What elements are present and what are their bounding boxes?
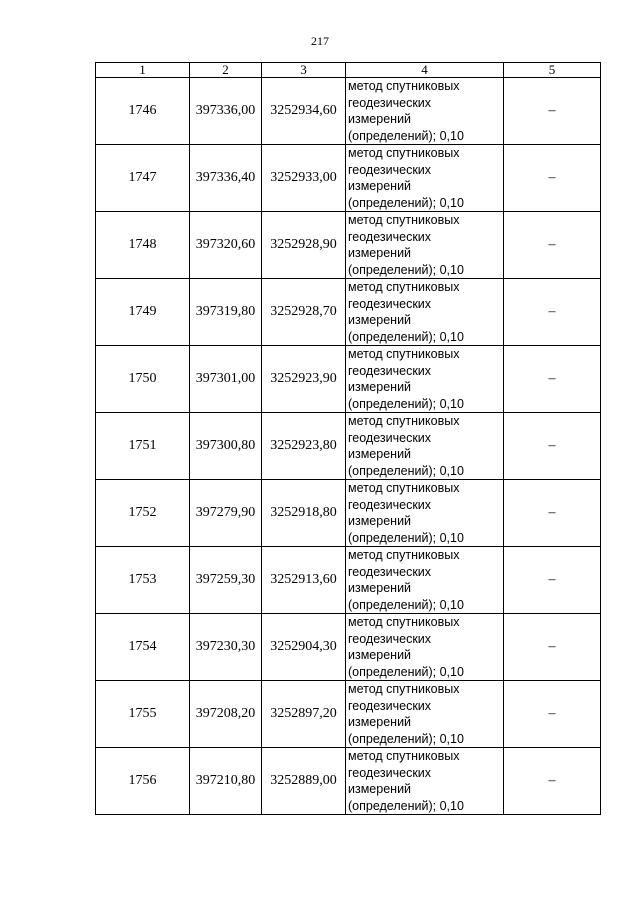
y-coordinate-cell: 3252889,00 (262, 748, 346, 815)
x-coordinate-cell: 397259,30 (190, 547, 262, 614)
x-coordinate-cell: 397301,00 (190, 346, 262, 413)
table-row (96, 748, 601, 815)
method-cell: метод спутниковых геодезических измерений (определений); 0,10 (346, 346, 504, 413)
method-cell: метод спутниковых геодезических измерений (определений); 0,10 (346, 681, 504, 748)
table-row (96, 413, 601, 480)
x-coordinate-cell: 397230,30 (190, 614, 262, 681)
x-coordinate-cell: 397336,00 (190, 78, 262, 145)
point-cell: 1752 (96, 480, 190, 547)
point-cell: 1751 (96, 413, 190, 480)
column-header-3: 3 (262, 63, 346, 78)
x-coordinate-cell: 397319,80 (190, 279, 262, 346)
note-cell: – (504, 480, 601, 547)
method-cell: метод спутниковых геодезических измерений (определений); 0,10 (346, 614, 504, 681)
method-cell: метод спутниковых геодезических измерений (определений); 0,10 (346, 145, 504, 212)
column-header-5: 5 (504, 63, 601, 78)
y-coordinate-cell: 3252897,20 (262, 681, 346, 748)
y-coordinate-cell: 3252923,90 (262, 346, 346, 413)
note-cell: – (504, 279, 601, 346)
page-number: 217 (311, 34, 329, 48)
y-coordinate-cell: 3252913,60 (262, 547, 346, 614)
x-coordinate-cell: 397210,80 (190, 748, 262, 815)
note-cell: – (504, 547, 601, 614)
point-cell: 1754 (96, 614, 190, 681)
y-coordinate-cell: 3252934,60 (262, 78, 346, 145)
table-row (96, 681, 601, 748)
point-cell: 1747 (96, 145, 190, 212)
point-cell: 1756 (96, 748, 190, 815)
point-cell: 1750 (96, 346, 190, 413)
column-header-4: 4 (346, 63, 504, 78)
note-cell: – (504, 212, 601, 279)
x-coordinate-cell: 397300,80 (190, 413, 262, 480)
table-row (96, 279, 601, 346)
table-row (96, 547, 601, 614)
note-cell: – (504, 614, 601, 681)
table-row (96, 480, 601, 547)
note-cell: – (504, 413, 601, 480)
y-coordinate-cell: 3252928,90 (262, 212, 346, 279)
y-coordinate-cell: 3252918,80 (262, 480, 346, 547)
note-cell: – (504, 748, 601, 815)
y-coordinate-cell: 3252904,30 (262, 614, 346, 681)
y-coordinate-cell: 3252933,00 (262, 145, 346, 212)
note-cell: – (504, 78, 601, 145)
table-header-row (96, 63, 601, 78)
method-cell: метод спутниковых геодезических измерений (определений); 0,10 (346, 279, 504, 346)
x-coordinate-cell: 397279,90 (190, 480, 262, 547)
note-cell: – (504, 346, 601, 413)
method-cell: метод спутниковых геодезических измерений (определений); 0,10 (346, 480, 504, 547)
table-row (96, 212, 601, 279)
method-cell: метод спутниковых геодезических измерений (определений); 0,10 (346, 212, 504, 279)
table-row (96, 346, 601, 413)
coordinates-table (95, 62, 601, 815)
point-cell: 1753 (96, 547, 190, 614)
table-row (96, 145, 601, 212)
method-cell: метод спутниковых геодезических измерений (определений); 0,10 (346, 748, 504, 815)
y-coordinate-cell: 3252923,80 (262, 413, 346, 480)
column-header-1: 1 (96, 63, 190, 78)
point-cell: 1755 (96, 681, 190, 748)
x-coordinate-cell: 397208,20 (190, 681, 262, 748)
note-cell: – (504, 681, 601, 748)
point-cell: 1748 (96, 212, 190, 279)
table-row (96, 614, 601, 681)
method-cell: метод спутниковых геодезических измерений (определений); 0,10 (346, 547, 504, 614)
method-cell: метод спутниковых геодезических измерений (определений); 0,10 (346, 413, 504, 480)
y-coordinate-cell: 3252928,70 (262, 279, 346, 346)
point-cell: 1746 (96, 78, 190, 145)
column-header-2: 2 (190, 63, 262, 78)
point-cell: 1749 (96, 279, 190, 346)
note-cell: – (504, 145, 601, 212)
table-row (96, 78, 601, 145)
method-cell: метод спутниковых геодезических измерений (определений); 0,10 (346, 78, 504, 145)
x-coordinate-cell: 397336,40 (190, 145, 262, 212)
x-coordinate-cell: 397320,60 (190, 212, 262, 279)
